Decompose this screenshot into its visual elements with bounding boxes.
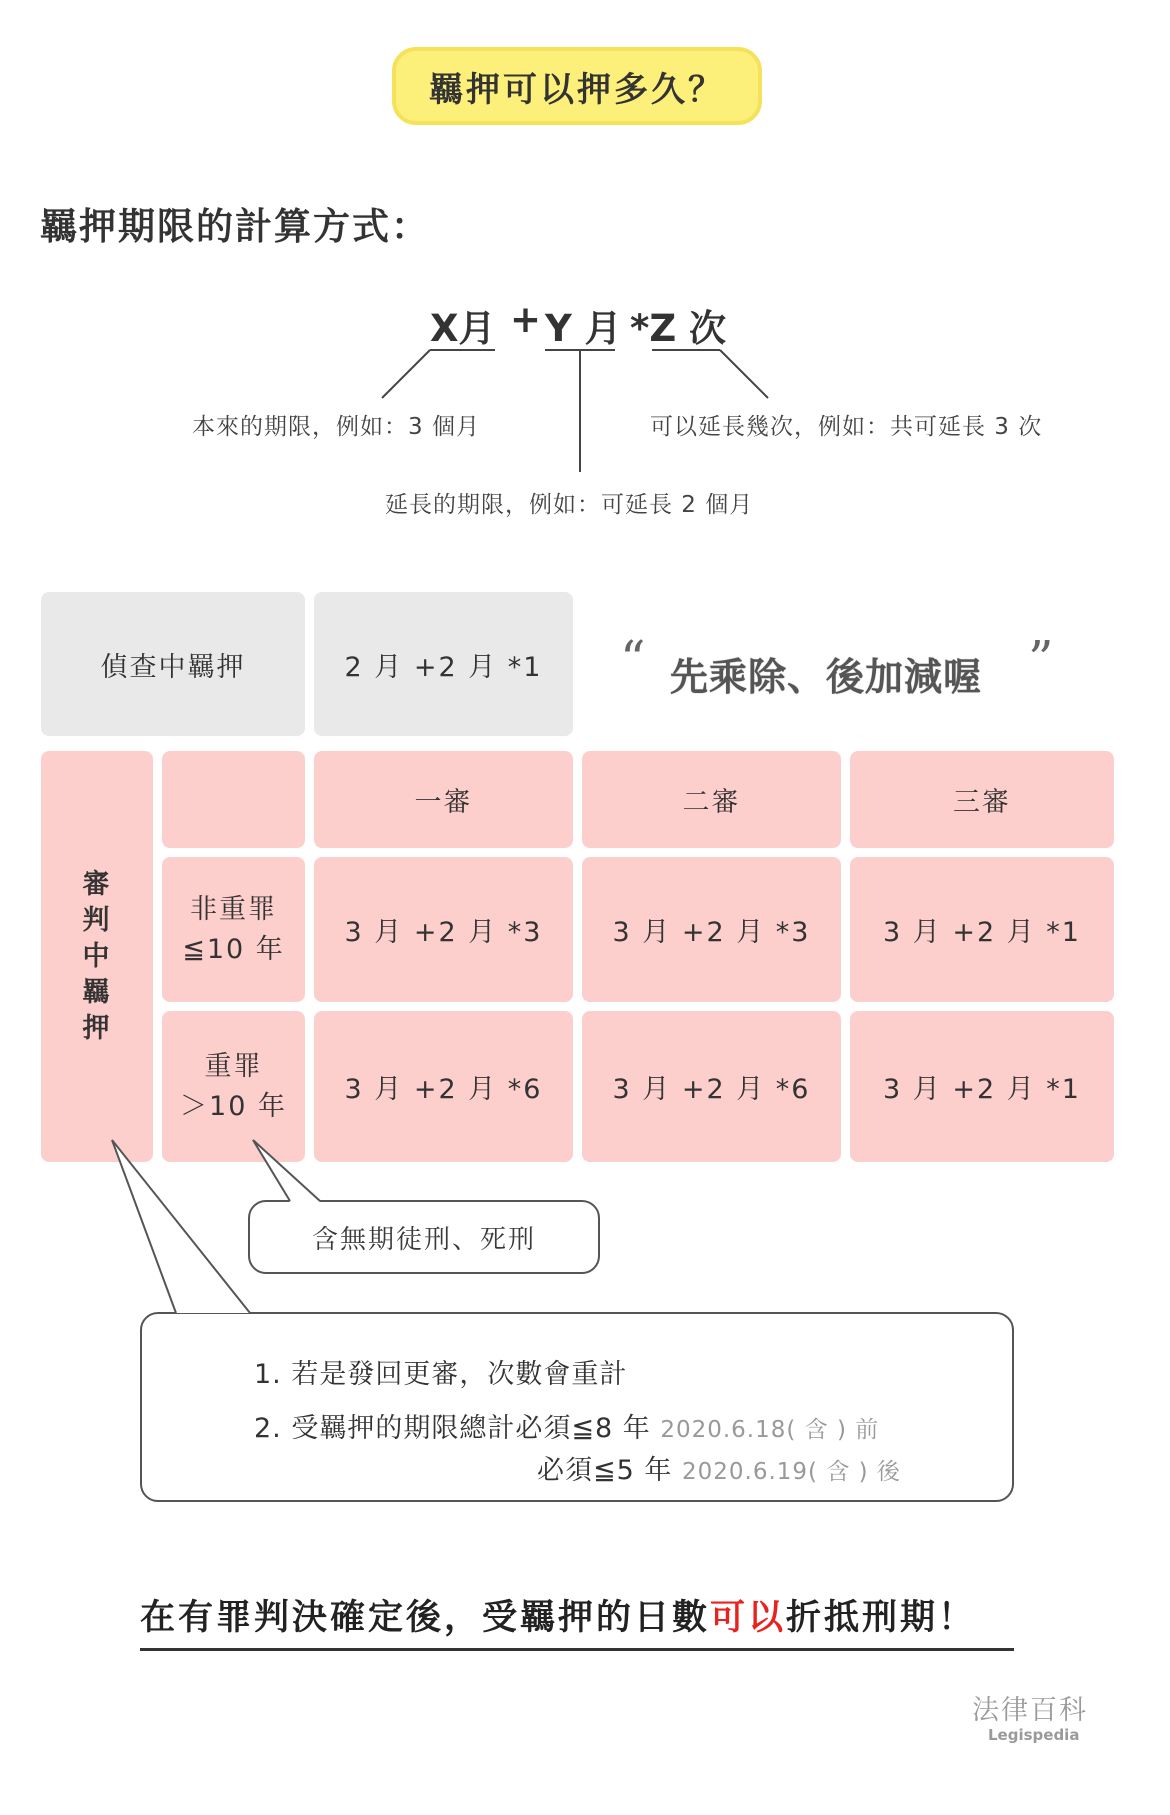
brand-sub: Legispedia — [988, 1726, 1080, 1744]
note-line-2-date: 2020.6.18( 含 ) 前 — [660, 1417, 880, 1443]
trial-label-char: 中 — [82, 940, 112, 972]
table-cell: 3 月 +2 月 *3 — [582, 857, 841, 1002]
formula-z-note: 可以延長幾次，例如：共可延長 3 次 — [650, 414, 1043, 440]
note-line-3 — [537, 1448, 901, 1487]
table-cell: 3 月 +2 月 *6 — [582, 1011, 841, 1162]
investigation-value: 2 月 +2 月 *1 — [314, 592, 573, 736]
section-title: 羈押期限的計算方式： — [40, 205, 430, 248]
row-label-line: ≦10 年 — [182, 933, 285, 965]
callout-life-death: 含無期徒刑、死刑 — [248, 1200, 600, 1274]
trial-label-char: 押 — [82, 1012, 112, 1044]
note-line-3-date: 2020.6.19( 含 ) 後 — [681, 1459, 901, 1485]
conclusion-highlight: 可以 — [710, 1598, 787, 1638]
quote-open-mark: “ — [620, 630, 646, 688]
formula-plus: + — [510, 298, 542, 341]
formula-z: *Z 次 — [630, 307, 727, 350]
table-cell: 3 月 +2 月 *3 — [314, 857, 573, 1002]
column-header: 一審 — [314, 751, 573, 848]
investigation-label: 偵查中羈押 — [41, 592, 305, 736]
trial-label-char: 判 — [82, 904, 112, 936]
note-line-2-main: 2. 受羈押的期限總計必須≦8 年 — [254, 1413, 651, 1444]
table-cell: 3 月 +2 月 *1 — [850, 857, 1114, 1002]
conclusion-part1: 在有罪判決確定後，受羈押的日數 — [140, 1598, 711, 1638]
conclusion — [140, 1590, 1014, 1640]
formula-y: Y 月 — [545, 307, 622, 350]
page-title: 羈押可以押多久？ — [392, 47, 762, 125]
note-line-1: 1. 若是發回更審，次數會重計 — [254, 1359, 628, 1390]
row-label-line: ＞10 年 — [180, 1090, 287, 1122]
column-header: 二審 — [582, 751, 841, 848]
brand-logo: 法律百科 — [972, 1695, 1088, 1726]
row-label-line: 重罪 — [204, 1050, 263, 1082]
note-line-2 — [254, 1406, 879, 1445]
quote-text: 先乘除、後加減喔 — [670, 655, 983, 699]
trial-label-char: 審 — [82, 868, 112, 900]
conclusion-part2: 折抵刑期！ — [786, 1598, 977, 1638]
table-cell: 3 月 +2 月 *1 — [850, 1011, 1114, 1162]
formula-x-note: 本來的期限，例如：3 個月 — [192, 414, 480, 440]
formula-x: X月 — [430, 307, 496, 350]
trial-label-char: 羈 — [82, 976, 112, 1008]
row-label-line: 非重罪 — [190, 893, 277, 925]
table-cell: 3 月 +2 月 *6 — [314, 1011, 573, 1162]
column-header: 三審 — [850, 751, 1114, 848]
note-line-3-main: 必須≦5 年 — [537, 1455, 673, 1486]
formula-y-note: 延長的期限，例如：可延長 2 個月 — [385, 492, 754, 518]
quote-close-mark: ” — [1028, 630, 1054, 688]
conclusion-underline — [140, 1648, 1014, 1651]
